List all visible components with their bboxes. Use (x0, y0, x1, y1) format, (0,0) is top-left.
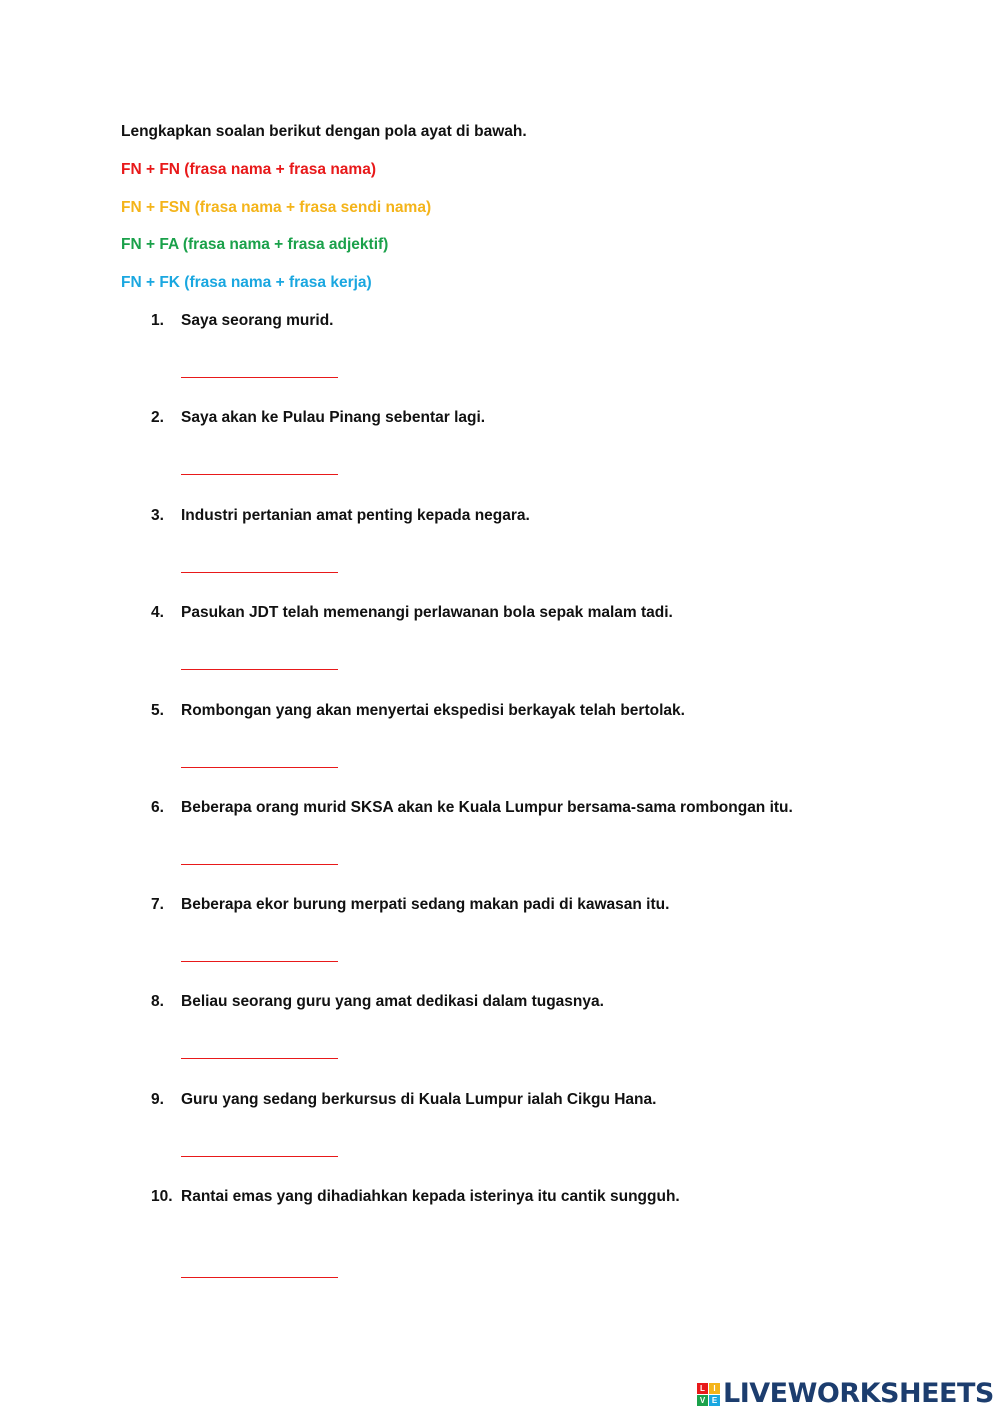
answer-blank[interactable] (181, 474, 338, 475)
question-item (0, 798, 1000, 858)
question-item (0, 1090, 1000, 1150)
question-number: 7. (151, 896, 164, 913)
question-number: 9. (151, 1091, 164, 1108)
question-number: 8. (151, 993, 164, 1010)
question-number: 6. (151, 799, 164, 816)
answer-blank[interactable] (181, 864, 338, 865)
answer-blank[interactable] (181, 767, 338, 768)
question-item (0, 506, 1000, 566)
question-number: 4. (151, 604, 164, 621)
answer-blank[interactable] (181, 377, 338, 378)
pattern-fn-fa: FN + FA (frasa nama + frasa adjektif) (121, 236, 389, 253)
question-text: Rantai emas yang dihadiahkan kepada isterinya itu cantik sungguh. (181, 1188, 680, 1205)
answer-blank[interactable] (181, 961, 338, 962)
question-number: 10. (151, 1188, 173, 1205)
question-number: 2. (151, 409, 164, 426)
answer-blank[interactable] (181, 1156, 338, 1157)
question-item (0, 895, 1000, 955)
question-item (0, 1187, 1000, 1247)
question-text: Guru yang sedang berkursus di Kuala Lumpur ialah Cikgu Hana. (181, 1091, 657, 1108)
question-text: Rombongan yang akan menyertai ekspedisi berkayak telah bertolak. (181, 702, 685, 719)
liveworksheets-logo (697, 1379, 994, 1409)
liveworksheets-mark-icon (697, 1383, 720, 1406)
logo-mark-letter: V (697, 1395, 708, 1406)
question-text: Industri pertanian amat penting kepada negara. (181, 507, 530, 524)
question-item (0, 992, 1000, 1052)
question-item (0, 408, 1000, 468)
question-text: Saya seorang murid. (181, 312, 334, 329)
logo-mark-letter: I (709, 1383, 720, 1394)
question-item (0, 701, 1000, 761)
question-number: 1. (151, 312, 164, 329)
answer-blank[interactable] (181, 1058, 338, 1059)
question-text: Beberapa orang murid SKSA akan ke Kuala Lumpur bersama-sama rombongan itu. (181, 799, 793, 816)
question-number: 5. (151, 702, 164, 719)
question-text: Beberapa ekor burung merpati sedang makan padi di kawasan itu. (181, 896, 670, 913)
logo-mark-letter: L (697, 1383, 708, 1394)
question-item (0, 311, 1000, 371)
answer-blank[interactable] (181, 1277, 338, 1278)
pattern-fn-fk: FN + FK (frasa nama + frasa kerja) (121, 274, 372, 291)
question-number: 3. (151, 507, 164, 524)
answer-blank[interactable] (181, 669, 338, 670)
logo-wordmark: LIVEWORKSHEETS (723, 1378, 994, 1409)
question-text: Pasukan JDT telah memenangi perlawanan bola sepak malam tadi. (181, 604, 673, 621)
pattern-fn-fn: FN + FN (frasa nama + frasa nama) (121, 161, 376, 178)
question-item (0, 603, 1000, 663)
answer-blank[interactable] (181, 572, 338, 573)
pattern-fn-fsn: FN + FSN (frasa nama + frasa sendi nama) (121, 199, 432, 216)
question-text: Beliau seorang guru yang amat dedikasi dalam tugasnya. (181, 993, 604, 1010)
question-text: Saya akan ke Pulau Pinang sebentar lagi. (181, 409, 486, 426)
logo-mark-letter: E (709, 1395, 720, 1406)
instruction-text: Lengkapkan soalan berikut dengan pola ayat di bawah. (121, 123, 527, 140)
